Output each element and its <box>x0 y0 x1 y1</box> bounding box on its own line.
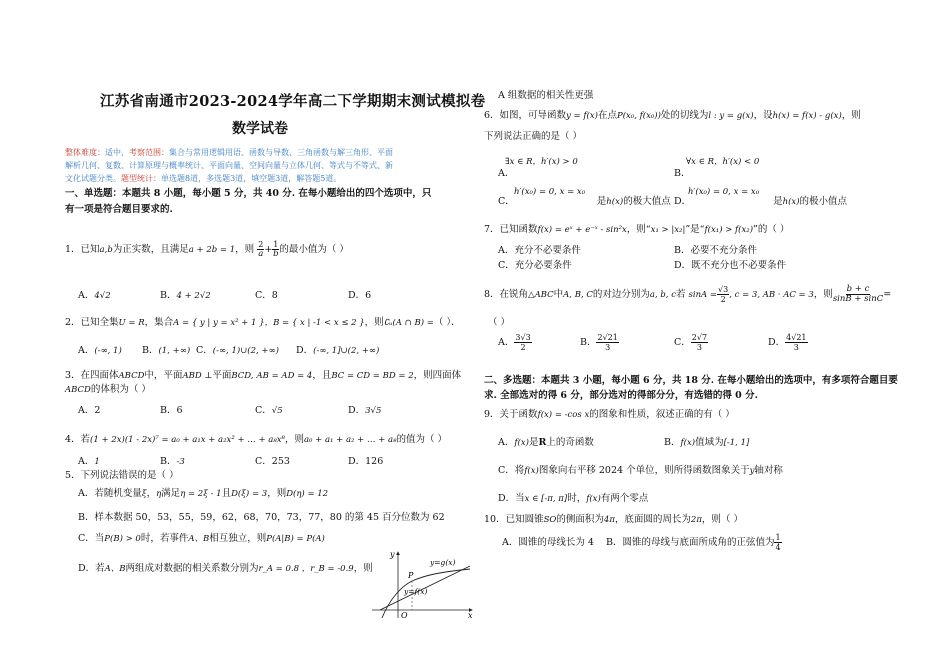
q2-set-b: ，B = { x | -1 < x ≤ 2 } <box>264 318 365 328</box>
q6-option-d: D． <box>674 196 692 207</box>
q10-stem: 10．已知圆锥 <box>484 514 544 525</box>
q10-area: 4π <box>603 515 615 525</box>
q3-solid: ABCD <box>118 371 145 381</box>
q1-stem-d: 的最小值为（ ） <box>279 244 349 255</box>
stat-label: 题型统计： <box>121 174 161 183</box>
q6-option-d-expr: h′(x₀) = 0, x = x₀ <box>688 187 760 197</box>
scope-line-2: 解析几何、复数、计算原理与概率统计、平面向量、空间向量与立体几何、等式与不等式、新 <box>65 161 393 170</box>
difficulty-value: 适中， <box>105 148 129 157</box>
exam-subtitle: 数学试卷 <box>232 121 288 137</box>
tangent-figure <box>368 548 478 620</box>
q6-stem-2: 下列说法正确的是（ ） <box>484 131 583 142</box>
q5-eta: η <box>156 489 162 499</box>
q7-option-b: B．必要不充分条件 <box>674 245 757 256</box>
exam-title: 江苏省南通市2023-2024学年高二下学期期末测试模拟卷 <box>100 93 486 110</box>
q4-option-d: D．126 <box>348 456 384 467</box>
q5-relation: η = 2ξ - 1 <box>180 489 222 499</box>
q9-b-range: [-1, 1] <box>723 438 750 448</box>
difficulty-label: 整体难度： <box>65 148 105 157</box>
figure-x-label: x <box>468 611 473 620</box>
figure-y-label: y <box>390 550 395 559</box>
q5-a-d: 且 <box>221 488 232 499</box>
q9-option-c: C．将 <box>498 465 525 476</box>
q10-option-b: B．圆锥的母线与底面所成角的正弦值为 <box>606 537 775 548</box>
q9-stem-b: 的图象和性质，叙述正确的有（ ） <box>589 409 735 420</box>
q9-a-b: 是 <box>528 437 539 448</box>
q2-stem: 2．已知全集 <box>65 317 119 328</box>
scope-line-3: 文化试题分类。 <box>65 174 121 183</box>
q9-b-f: f(x) <box>680 438 696 448</box>
q2-set-a: A = { y | y = x² + 1 } <box>173 318 265 328</box>
q8-sin-a: sinA = <box>688 290 718 300</box>
q8-option-c-label: C． <box>674 337 691 348</box>
q1-vars: a,b <box>99 245 113 255</box>
q9-option-b: B． <box>664 437 681 448</box>
q6-h: h(x) = f(x) - g(x) <box>772 111 842 121</box>
q9-option-a: A． <box>498 437 515 448</box>
q3-ab-ad: AB = AD = 4 <box>256 371 313 381</box>
q2-option-d-label: D． <box>296 345 314 356</box>
q8-option-c: $\frac{2√7}{3}$ <box>691 333 708 352</box>
figure-f-label: y=f(x) <box>404 587 428 596</box>
q7-stem-d: ”的（ ） <box>753 224 790 235</box>
q8-stem-d: 若 <box>675 289 686 300</box>
q4-stem-c: 的值为（ ） <box>396 434 448 445</box>
q6-tangent: l : y = g(x) <box>708 111 754 121</box>
q7-option-c: C．充分必要条件 <box>498 260 572 271</box>
q3-option-d: 3√5 <box>365 406 382 416</box>
q10-option-a: A．圆锥的母线长为 4 <box>502 537 594 548</box>
q6-stem: 6．如图，可导函数 <box>484 110 567 121</box>
q2-expr: ∁ᵤ(A ∩ B) = <box>383 318 434 328</box>
q9-func: f(x) = -cos x <box>537 410 590 420</box>
q9-c-c: 轴对称 <box>754 465 783 476</box>
q8-paren: （ ） <box>488 317 511 328</box>
q5-option-d: D．若 <box>78 563 105 574</box>
q3-plane-bcd: BCD, <box>231 371 254 381</box>
q6-stem-d: ，设 <box>753 110 773 121</box>
q6-stem-c: 处的切线为 <box>660 110 709 121</box>
q10-stem-b: 的侧面积为 <box>556 514 604 525</box>
q6-d-h: h(x) <box>782 197 800 207</box>
q4-option-a-label: A． <box>78 456 95 467</box>
q7-option-a: A．充分不必要条件 <box>498 245 581 256</box>
q5-events: A、B <box>188 534 210 544</box>
q5-xi: ξ <box>141 489 147 499</box>
q7-cond-1: x₁ > |x₂| <box>650 225 686 235</box>
q7-option-d: D．既不充分也不必要条件 <box>674 260 787 271</box>
q7-stem-b: ，则“ <box>626 224 651 235</box>
q7-cond-2: f(x₁) > f(x₂) <box>704 225 754 235</box>
q8-stem: 8．在锐角 <box>484 289 529 300</box>
q4-stem-b: ，则 <box>284 434 304 445</box>
figure-p-label: P <box>408 571 414 580</box>
q6-d-c: 的极小值点 <box>799 196 848 207</box>
q8-option-b: $\frac{2√21}{3}$ <box>597 333 618 352</box>
q1-stem-b: 为正实数，且满足 <box>112 244 189 255</box>
q1-option-c: C．8 <box>255 290 278 301</box>
q6-d-b: 是 <box>773 196 783 207</box>
q8-sqrt3-over-2: $\frac{√3}{2}$ <box>718 285 729 304</box>
q1-stem: 1．已知 <box>65 244 100 255</box>
q3-bc-cd-bd: BC = CD = BD = 2 <box>331 371 414 381</box>
q1-option-b-label: B． <box>160 290 177 301</box>
q2-option-d: (-∞, 1]∪(2, +∞) <box>313 346 380 356</box>
q7-stem: 7．已知函数 <box>484 224 538 235</box>
q4-option-c: C．253 <box>255 456 290 467</box>
q9-option-d: D．当 <box>498 493 525 504</box>
q10-stem-d: ，则（ ） <box>701 514 743 525</box>
q3-stem-e: 平面 <box>212 370 232 381</box>
q8-option-a-label: A． <box>498 337 515 348</box>
q2-option-b-label: B． <box>142 345 159 356</box>
q10-so: SO <box>543 515 557 525</box>
q5-a-e: ，则 <box>267 488 287 499</box>
figure-g-label: y=g(x) <box>430 558 456 567</box>
q9-a-f: f(x) <box>514 438 529 448</box>
q4-stem: 4．若 <box>65 434 91 445</box>
q6-point: P(x₀, f(x₀)) <box>616 111 661 121</box>
q1-stem-c: ，则 <box>235 244 255 255</box>
q8-ratio: $\frac{b + c}{\sin B + \sin C}$ <box>832 284 884 304</box>
q2-option-b: (1, +∞) <box>158 346 191 356</box>
q1-frac-2a: $\frac{2}{a}$ <box>258 240 264 259</box>
q2-option-a: (-∞, 1) <box>94 346 122 356</box>
q6-stem-b: 在点 <box>597 110 617 121</box>
q2-stem-c: ，则 <box>364 317 384 328</box>
q9-a-c: 上的奇函数 <box>546 437 594 448</box>
q8-option-b-label: B． <box>580 337 597 348</box>
section2-heading-1: 二、多选题：本题共 3 小题，每小题 6 分，共 18 分. 在每小题给出的选项中，有多项符合题目要 <box>484 375 898 386</box>
q9-d-b: 时， <box>567 493 587 504</box>
q5-continuation: A 组数据的相关性更强 <box>498 90 594 101</box>
q9-c-b: 图象向右平移 2024 个单位，则所得函数图象关于 <box>538 465 750 476</box>
q6-option-b: B． <box>674 168 691 179</box>
q1-option-a: 4√2 <box>94 291 111 301</box>
q6-option-a-expr: ∃x ∈ R，h′(x) > 0 <box>505 157 578 167</box>
q8-equals: = <box>883 289 892 300</box>
q2-option-a-label: A． <box>78 345 95 356</box>
q7-stem-c: ”是“ <box>685 224 705 235</box>
q5-variance-xi: D(ξ) = 3 <box>231 489 268 499</box>
q5-correlations: r_A = 0.8 ，r_B = -0.9 <box>258 564 354 574</box>
q7-func: f(x) = eˣ + e⁻ˣ - sin²x <box>537 225 627 235</box>
q4-sum: a₀ + a₁ + a₂ + … + a₈ <box>303 435 397 445</box>
q8-stem-b: 中 <box>553 289 564 300</box>
q9-b-b: 值域为 <box>695 437 724 448</box>
figure-origin: O <box>401 611 408 620</box>
q6-option-c: C． <box>498 196 515 207</box>
q5-option-b: B．样本数据 50，53，55，59，62，68，70，73，77，80 的第 45 百分位数为 62 <box>78 512 445 523</box>
q3-option-d-label: D． <box>348 405 366 416</box>
q6-func: y = f(x) <box>566 111 598 121</box>
q3-stem-j: ，则四面体 <box>413 370 462 381</box>
q10-circumference: 2π <box>690 515 702 525</box>
q5-option-c: C．当 <box>78 533 105 544</box>
q5-variance-eta: D(η) = 12 <box>286 489 329 499</box>
q5-d-d: ，则 <box>353 563 373 574</box>
q5-a-b: ， <box>146 488 157 499</box>
q6-option-b-expr: ∀x ∈ R，h′(x) < 0 <box>686 157 760 167</box>
q9-d-c: 有两个零点 <box>600 493 649 504</box>
q1-plus: + <box>264 244 273 255</box>
section1-heading-1: 一、单选题：本题共 8 小题，每小题 5 分，共 40 分. 在每小题给出的四个选项中，只 <box>65 188 432 199</box>
q10-stem-c: ，底面圆的周长为 <box>614 514 691 525</box>
q8-option-a: $\frac{3√3}{2}$ <box>515 333 531 352</box>
q2-universe: U = R <box>118 318 145 328</box>
scope-label: 考察范围： <box>129 148 169 157</box>
q1-options <box>78 290 111 302</box>
q3-stem-2: 的体积为（ ） <box>90 384 151 395</box>
stat-value: 单选题8道，多选题3道，填空题3道，解答题5道。 <box>161 174 342 183</box>
q4-option-b: -3 <box>176 457 185 467</box>
q3-option-c: √5 <box>271 406 283 416</box>
q6-c-c: 的极大值点 <box>623 196 671 207</box>
q2-option-c: (-∞, 1)∪(2, +∞) <box>212 346 279 356</box>
q6-c-h: h(x) <box>606 197 624 207</box>
q8-conditions: , c = 3, AB · AC = 3 <box>729 290 814 300</box>
q8-stem-c: 的对边分别为 <box>592 289 650 300</box>
q8-option-d: $\frac{4√21}{3}$ <box>786 333 807 352</box>
q3-option-c-label: C． <box>255 405 272 416</box>
q3-stem-h: ，且 <box>312 370 332 381</box>
q1-condition: a + 2b = 1 <box>188 245 236 255</box>
q2-stem-b: ，集合 <box>144 317 174 328</box>
q9-c-f: f(x) <box>524 466 539 476</box>
q8-sides: a, b, c <box>649 290 676 300</box>
q3-stem: 3．在四面体 <box>65 370 119 381</box>
q1-frac-1b: $\frac{1}{b}$ <box>273 240 279 259</box>
q3-solid-2: ABCD <box>65 385 91 395</box>
q3-stem-c: 中，平面 <box>144 370 183 381</box>
q9-d-cond: x ∈ [-π, π] <box>524 494 568 504</box>
q5-d-c: 两组成对数据的相关系数分别为 <box>125 563 259 574</box>
q6-stem-e: ，则 <box>841 110 861 121</box>
q5-option-a: A．若随机变量 <box>78 488 142 499</box>
q10-b-fraction: $\frac{1}{4}$ <box>775 533 781 552</box>
q9-d-f: f(x) <box>586 494 601 504</box>
q9-stem: 9．关于函数 <box>484 409 538 420</box>
q8-stem-e: ，则 <box>813 289 833 300</box>
q2-option-c-label: C． <box>196 345 213 356</box>
q4-option-a: 1 <box>94 457 100 467</box>
q5-c-b: 时，若事件 <box>140 533 189 544</box>
q9-c-y: y <box>749 466 755 476</box>
q5-d-groups: A、B <box>104 564 126 574</box>
q8-option-d-label: D． <box>768 337 786 348</box>
q5-prob-b: P(B) > 0 <box>104 534 141 544</box>
q5-cond-prob: P(A|B) = P(A) <box>266 534 325 544</box>
q5-stem: 5．下列说法错误的是（ ） <box>65 470 179 481</box>
q3-option-b: B．6 <box>160 405 183 416</box>
q5-c-d: 相互独立，则 <box>209 533 267 544</box>
q6-option-a: A． <box>498 168 515 179</box>
scope-line-1: 集合与常用逻辑用语、函数与导数、三角函数与解三角形、平面 <box>169 148 393 157</box>
section1-heading-2: 有一项是符合题目要求的. <box>65 204 173 215</box>
q9-a-r: R <box>538 437 547 448</box>
q8-triangle: △ABC <box>528 290 554 300</box>
q6-option-c-expr: h′(x₀) = 0, x = x₀ <box>514 187 586 197</box>
q4-option-b-label: B． <box>160 456 177 467</box>
section2-heading-2: 求. 全部选对的得 6 分，部分选对的得部分分，有选错的得 0 分. <box>484 390 758 401</box>
q2-stem-d: （ ）． <box>433 317 461 328</box>
q8-angles: A, B, C <box>563 290 593 300</box>
q4-expansion: (1 + 2x)(1 - 2x)⁷ = a₀ + a₁x + a₂x² + … + a₈x⁸ <box>90 435 285 445</box>
q3-plane-abd: ABD ⊥ <box>182 371 213 381</box>
q3-option-a: A．2 <box>78 405 101 416</box>
q1-option-a-label: A． <box>78 290 95 301</box>
q1-option-b: 4 + 2√2 <box>176 291 211 301</box>
q5-a-c: 满足 <box>161 488 181 499</box>
q6-c-b: 是 <box>596 196 607 207</box>
q1-option-d: D．6 <box>348 290 372 301</box>
